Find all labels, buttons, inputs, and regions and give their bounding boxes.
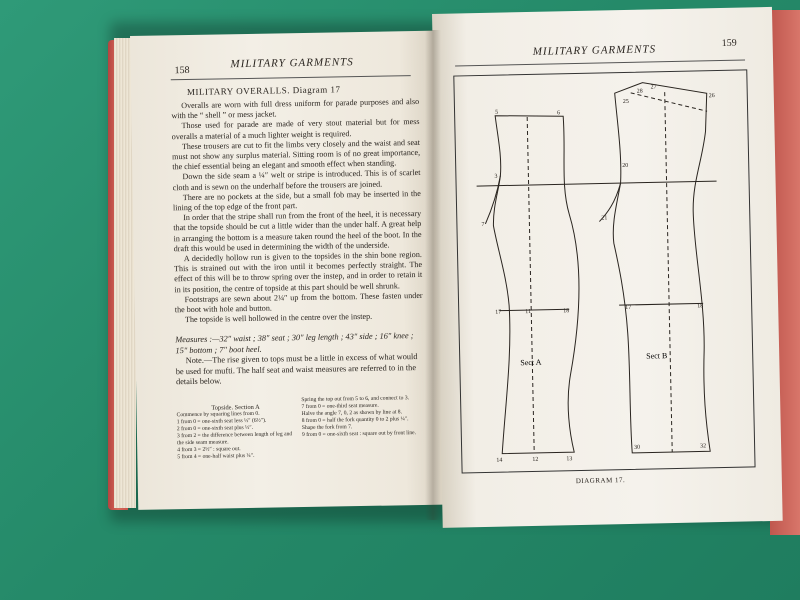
paragraph: Overalls are worn with full dress uniform for parade purposes and also with the “ shell ” or mess jacket.	[171, 96, 420, 121]
paragraph: Those used for parade are made of very stout material but for mess overalls a material of a much lighter weight is required.	[171, 117, 420, 141]
point-label: 25	[622, 98, 629, 106]
point-label: 27	[650, 84, 657, 91]
diagram-caption: DIAGRAM 17.	[575, 476, 626, 486]
book-gutter	[425, 30, 441, 520]
instruction-step: 4 from 3 = 2½″ : square out.	[177, 446, 241, 454]
section-b-label: Sect B	[646, 351, 668, 361]
instruction-step: 7 from 0 = one-third seat measure.	[301, 402, 379, 411]
instruction-step: 3 from 2 = the difference between length of leg and the side seam measure.	[176, 431, 293, 447]
instructions-column-left	[176, 403, 295, 461]
instruction-step: 8 from 0 = half the fork quantity 0 to 2 plus ¼″.	[301, 416, 409, 425]
point-label: 18	[563, 308, 570, 315]
paragraph: The topside is well hollowed in the centre over the instep.	[184, 312, 373, 325]
section-a-crease	[527, 117, 534, 453]
point-label: 17	[625, 304, 632, 312]
point-label: 6	[557, 110, 561, 117]
instruction-step: 5 from 4 = one-half waist plus ¼″.	[177, 452, 255, 461]
section-a-outline	[491, 114, 582, 454]
left-page	[130, 31, 443, 510]
right-page	[432, 7, 783, 528]
section-b-outline	[610, 81, 714, 453]
paragraph: There are no pockets at the side, but a small fob may be inserted in the lining of the top edge of the front part.	[172, 188, 421, 213]
point-label: 14	[496, 457, 503, 464]
section-title: MILITARY OVERALLS. Diagram 17	[186, 84, 341, 98]
point-label: 11	[525, 308, 532, 316]
paragraph: These trousers are cut to fit the limbs very closely and the waist and seat must not show any surplus material. Sitting room is of no great importance, the chief essential being an elegant and smooth effect when standing.	[172, 137, 421, 172]
instruction-step: 1 from 0 = one-sixth seat less ½″ (6½″).	[176, 417, 267, 426]
left-running-head: MILITARY GARMENTS	[230, 56, 354, 71]
topside-heading: Topside. Section A	[211, 403, 260, 412]
point-label: 3	[494, 173, 498, 180]
point-label: 18	[697, 303, 704, 310]
point-label: 5	[495, 109, 499, 116]
instruction-step: Commence by squaring lines from 0.	[176, 410, 260, 419]
right-page-number: 159	[721, 37, 737, 49]
instruction-step: 2 from 0 = one-sixth seat plus ½″.	[176, 424, 254, 433]
point-label: 13	[566, 456, 573, 463]
measures-block	[175, 331, 424, 388]
section-b-crease	[665, 92, 673, 452]
left-page-number: 158	[174, 64, 190, 77]
point-label: 32	[700, 443, 707, 450]
right-head-rule	[455, 59, 745, 66]
pattern-drawing	[454, 70, 754, 472]
point-label: 20	[622, 162, 629, 170]
point-label: 30	[634, 444, 641, 451]
instruction-step: 9 from 0 = one-sixth seat : square out by front line.	[301, 430, 417, 439]
section-a-label: Sect A	[520, 357, 542, 368]
paragraph: Down the side seam a ¼″ welt or stripe is introduced. This is of scarlet cloth and is sewn on the underhalf before the trousers are joined.	[172, 168, 421, 192]
section-b-knee-line	[619, 303, 703, 305]
paragraph: Footstraps are sewn about 2¼″ up from the bottom. These fasten under the boot with hole and button.	[174, 290, 423, 315]
note-text: Note.—The rise given to tops must be a little in excess of what would be used for mufti. The half seat and waist measures are referred to in the details below.	[175, 352, 418, 387]
measures-text: Measures :—32″ waist ; 38″ seat ; 30″ leg length ; 43″ side ; 16″ knee ; 15″ bottom ; 7″ boot heel.	[175, 331, 414, 355]
seat-line	[477, 181, 717, 186]
point-label: 26	[708, 93, 715, 100]
point-label: 17	[495, 309, 502, 316]
instructions-column-right	[301, 395, 426, 439]
point-label: 7	[481, 221, 485, 229]
point-label: 21	[601, 215, 608, 222]
point-label: 28	[636, 88, 643, 95]
section-a-fork	[484, 173, 501, 224]
point-label: 12	[532, 456, 539, 463]
paragraph: In order that the stripe shall run from the front of the heel, it is necessary that the topside should be cut a little wider than the under half. A great help in arranging the bottom is a measure taken round the heel of the boot. In the draft this would be used in determining the width of the underside.	[173, 209, 422, 254]
instruction-step: Halve the angle 7, 0, 2 as shown by line at 8.	[301, 409, 403, 418]
right-running-head: MILITARY GARMENTS	[532, 43, 657, 58]
paragraph: A decidedly hollow run is given to the topsides in the shin bone region. This is strained out with the iron until it becomes perfectly straight. The effect of this will be to throw spring over the instep, and in order to retain it in its position, the centre of topside at this part should be well shrunk.	[173, 249, 423, 294]
pattern-diagram	[453, 69, 755, 473]
instruction-step: Shape the fork from 7.	[301, 424, 353, 432]
left-head-rule	[171, 75, 411, 80]
body-text	[171, 97, 423, 326]
instruction-step: Spring the top out from 5 to 6, and connect to 3.	[301, 395, 410, 404]
